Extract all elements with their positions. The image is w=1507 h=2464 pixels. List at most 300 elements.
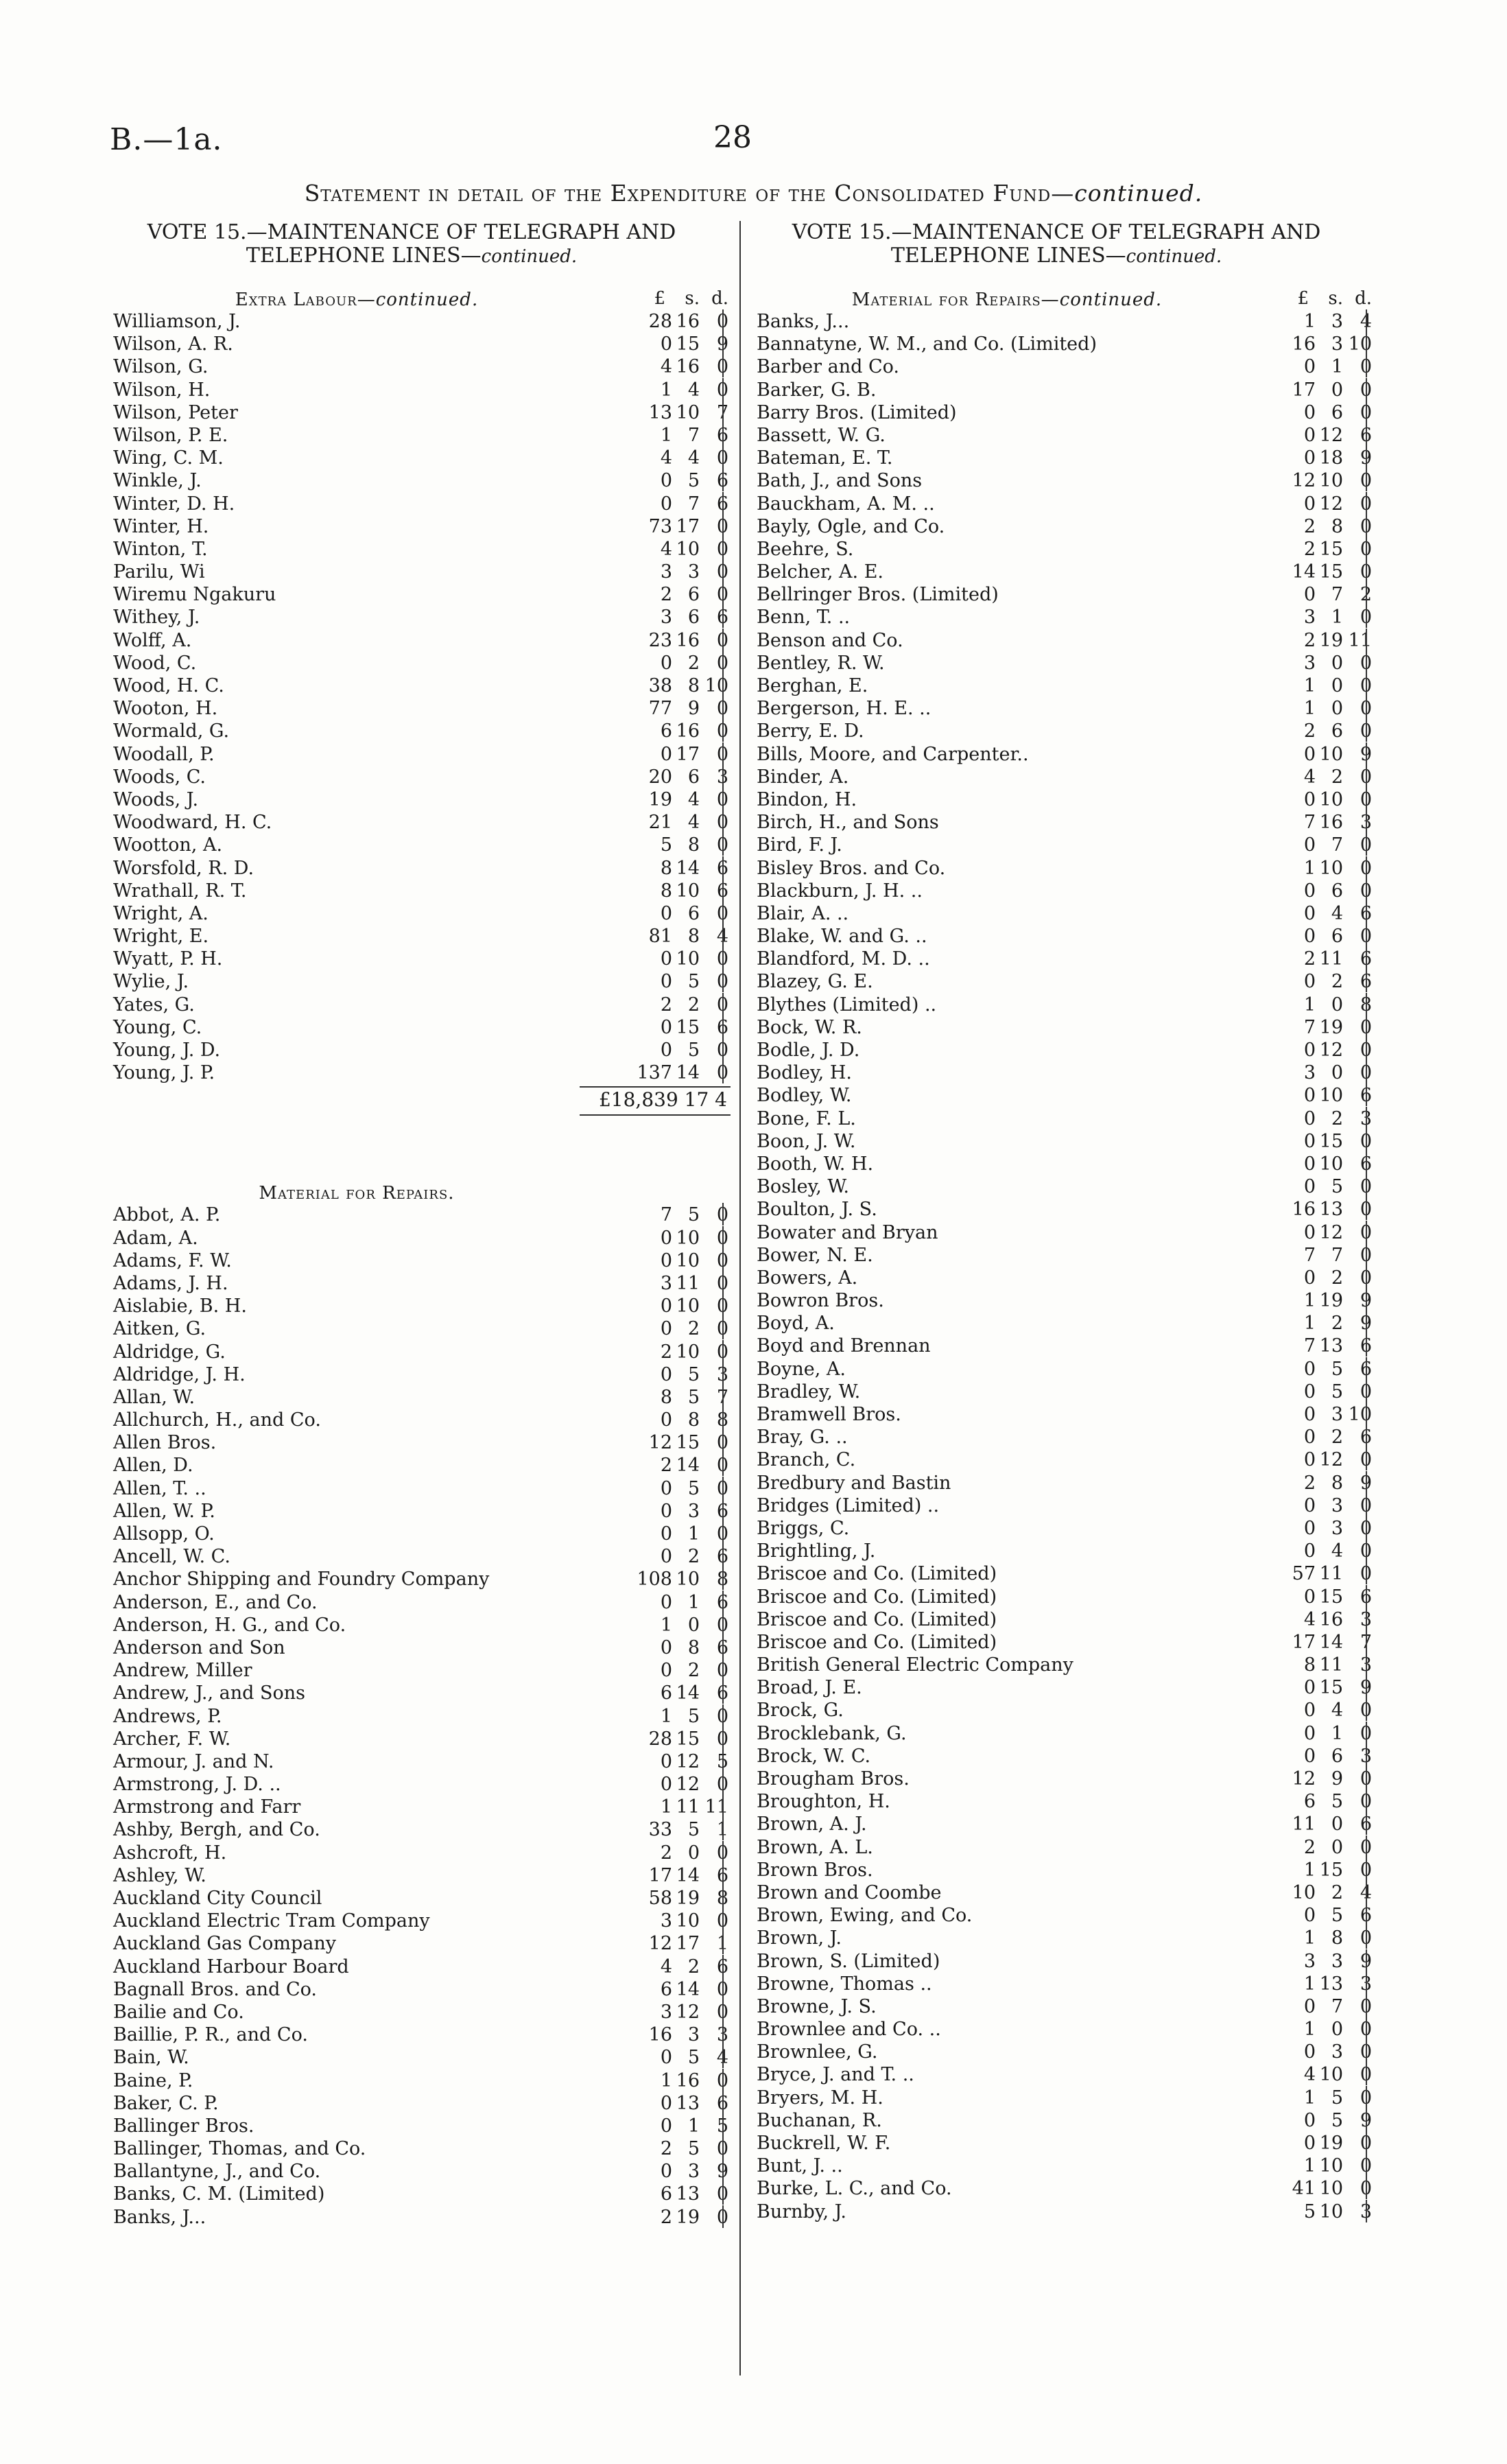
amount-rule (1366, 1221, 1367, 1243)
amount-pounds: 0 (1303, 902, 1316, 924)
amount-rule (1366, 1516, 1367, 1539)
amount-pence: 0 (1360, 1859, 1372, 1881)
pence-header: d. (1355, 288, 1372, 309)
amount-pence: 0 (1360, 1995, 1372, 2017)
table-row (110, 1933, 731, 1956)
amount-pence: 0 (1360, 2087, 1372, 2109)
amount-shillings: 0 (1331, 698, 1343, 720)
amount-shillings: 13 (1319, 1973, 1343, 1995)
amount-shillings: 6 (1331, 1745, 1343, 1767)
payee-name: Bridges (Limited) .. (757, 1494, 940, 1516)
table-row (753, 470, 1374, 493)
amount-pence: 0 (716, 1705, 728, 1727)
amount-pounds: 0 (660, 470, 672, 492)
table-row (110, 584, 731, 607)
amount-shillings: 10 (676, 1227, 700, 1249)
payee-name: Woods, C. (113, 766, 206, 788)
amount-rule (1366, 378, 1367, 401)
payee-name: Wright, E. (113, 926, 209, 948)
payee-name: Bannatyne, W. M., and Co. (Limited) (757, 333, 1097, 355)
amount-rule (722, 2182, 724, 2205)
amount-pence: 0 (1360, 766, 1372, 788)
amount-pounds: 2 (1303, 515, 1316, 537)
amount-pence: 0 (1360, 1199, 1372, 1221)
amount-rule (1366, 1698, 1367, 1721)
amount-pounds: 0 (1303, 788, 1316, 810)
amount-shillings: 2 (687, 1546, 700, 1568)
table-row (753, 1199, 1374, 1221)
table-row (753, 1290, 1374, 1313)
amount-pounds: 0 (660, 902, 672, 924)
amount-pence: 0 (1360, 652, 1372, 674)
amount-pence: 6 (1360, 424, 1372, 446)
amount-rule (722, 492, 724, 515)
amount-shillings: 2 (1331, 1107, 1343, 1129)
amount-pence: 0 (1360, 1221, 1372, 1243)
amount-shillings: 10 (676, 1249, 700, 1271)
amount-pounds: 4 (1303, 1608, 1316, 1630)
amount-rule (1366, 1175, 1367, 1197)
amount-shillings: 10 (1319, 1085, 1343, 1107)
amount-rule (722, 1909, 724, 1932)
amount-rule (1366, 1243, 1367, 1266)
amount-rule (1366, 401, 1367, 423)
table-row (110, 720, 731, 743)
table-row (753, 1905, 1374, 1927)
table-row (753, 1518, 1374, 1540)
amount-shillings: 13 (1319, 1199, 1343, 1221)
table-row (110, 1660, 731, 1682)
amount-rule (722, 1636, 724, 1658)
table-row (110, 1682, 731, 1705)
amount-pence: 6 (1360, 1814, 1372, 1835)
amount-pounds: 81 (648, 926, 672, 948)
table-row (753, 994, 1374, 1017)
amount-shillings: 12 (676, 1774, 700, 1796)
amount-shillings: 15 (1319, 1677, 1343, 1699)
amount-pence: 0 (716, 788, 728, 810)
payee-name: Anderson and Son (113, 1636, 285, 1658)
amount-rule (722, 2159, 724, 2182)
payee-name: Boon, J. W. (757, 1130, 856, 1152)
amount-pounds: 2 (660, 2206, 672, 2228)
amount-rule (1366, 1197, 1367, 1220)
payee-name: Wiremu Ngakuru (113, 584, 276, 606)
payee-name: Briscoe and Co. (Limited) (757, 1631, 997, 1653)
amount-rule (1366, 537, 1367, 560)
table-row (753, 1768, 1374, 1791)
payee-name: Bailie and Co. (113, 2001, 244, 2023)
amount-pence: 9 (1360, 1290, 1372, 1312)
table-row (110, 1432, 731, 1455)
amount-shillings: 15 (1319, 538, 1343, 560)
amount-rule (1366, 970, 1367, 992)
amount-pounds: 137 (637, 1062, 672, 1084)
amount-rule (1366, 1311, 1367, 1334)
amount-rule (1366, 1061, 1367, 1083)
table-row (753, 1814, 1374, 1836)
amount-pence: 0 (1360, 880, 1372, 902)
amount-shillings: 14 (676, 1455, 700, 1477)
payee-name: Birch, H., and Sons (757, 812, 939, 834)
table-row (753, 1381, 1374, 1404)
amount-pounds: 41 (1292, 2178, 1316, 2200)
table-row (753, 356, 1374, 379)
payee-name: Boyd and Brennan (757, 1335, 931, 1357)
amount-shillings: 2 (687, 652, 700, 674)
amount-shillings: 5 (687, 1477, 700, 1499)
amount-rule (722, 1477, 724, 1499)
amount-rule (722, 765, 724, 788)
amount-rule (1366, 696, 1367, 719)
table-row (110, 1592, 731, 1615)
amount-pence: 0 (716, 584, 728, 606)
amount-rule (722, 947, 724, 970)
table-row (753, 880, 1374, 903)
amount-shillings: 1 (1331, 607, 1343, 629)
table-row (753, 607, 1374, 629)
table-row (110, 1956, 731, 1979)
amount-rule (1366, 1653, 1367, 1676)
payee-name: Aislabie, B. H. (113, 1295, 247, 1317)
table-row (110, 766, 731, 789)
amount-shillings: 1 (1331, 1722, 1343, 1744)
amount-shillings: 6 (687, 902, 700, 924)
amount-pounds: 1 (1303, 1859, 1316, 1881)
payee-name: Worsfold, R. D. (113, 857, 254, 879)
table-row (753, 812, 1374, 834)
amount-shillings: 5 (1331, 1381, 1343, 1403)
payee-name: Baker, C. P. (113, 2092, 219, 2114)
amount-pence: 0 (1360, 1700, 1372, 1722)
amount-shillings: 0 (1331, 1814, 1343, 1835)
amount-pounds: 1 (660, 424, 672, 446)
amount-shillings: 5 (1331, 1791, 1343, 1813)
table-row (753, 1427, 1374, 1449)
amount-pence: 0 (716, 1249, 728, 1271)
amount-rule (722, 810, 724, 833)
table-row (110, 1250, 731, 1273)
amount-pounds: 0 (660, 1016, 672, 1038)
amount-pounds: 2 (1303, 1472, 1316, 1494)
left-column (110, 288, 731, 2229)
amount-shillings: 7 (1331, 584, 1343, 606)
amount-pence: 0 (716, 1842, 728, 1864)
amount-rule (1366, 583, 1367, 605)
amount-pounds: 28 (648, 311, 672, 332)
amount-pence: 0 (716, 379, 728, 401)
right-vote-line2: TELEPHONE LINES—continued. (890, 244, 1222, 268)
amount-pounds: 0 (1303, 1700, 1316, 1722)
amount-pounds: 7 (660, 1204, 672, 1226)
amount-shillings: 4 (687, 788, 700, 810)
payee-name: Aldridge, J. H. (113, 1363, 246, 1385)
pence-header: d. (711, 288, 728, 309)
amount-pounds: 0 (1303, 834, 1316, 856)
amount-rule (722, 605, 724, 628)
amount-shillings: 12 (1319, 1040, 1343, 1061)
table-row (110, 1318, 731, 1341)
material-right-heading: Material for Repairs—continued. (851, 290, 1163, 310)
payee-name: Briscoe and Co. (Limited) (757, 1563, 997, 1585)
amount-pence: 0 (716, 1455, 728, 1477)
table-row (753, 1359, 1374, 1381)
amount-shillings: 5 (687, 1363, 700, 1385)
amount-rule (1366, 2063, 1367, 2085)
table-row (110, 698, 731, 720)
amount-rule (722, 742, 724, 765)
payee-name: Ashley, W. (113, 1864, 206, 1886)
table-row (110, 744, 731, 766)
payee-name: Anderson, H. G., and Co. (113, 1614, 346, 1636)
amount-pounds: 0 (1303, 1267, 1316, 1289)
table-row (110, 1888, 731, 1910)
amount-rule (722, 2091, 724, 2114)
amount-rule (722, 1431, 724, 1453)
payee-name: Bryce, J. and T. .. (757, 2064, 914, 2086)
amount-rule (1366, 2131, 1367, 2154)
table-row (753, 516, 1374, 539)
amount-pence: 3 (1360, 1973, 1372, 1995)
payee-name: Young, J. D. (113, 1040, 221, 1061)
amount-rule (1366, 2017, 1367, 2040)
amount-pounds: 17 (1292, 379, 1316, 401)
amount-shillings: 0 (1331, 379, 1343, 401)
amount-rule (722, 993, 724, 1016)
amount-pounds: 1 (1303, 857, 1316, 879)
payee-name: Bills, Moore, and Carpenter.. (757, 743, 1029, 765)
page-number: 28 (713, 120, 752, 155)
payee-name: Woodall, P. (113, 743, 215, 765)
payee-name: Booth, W. H. (757, 1153, 874, 1175)
table-row (110, 1341, 731, 1364)
payee-name: Ashcroft, H. (113, 1842, 227, 1864)
amount-pounds: 1 (660, 2069, 672, 2091)
payee-name: Wyatt, P. H. (113, 948, 223, 970)
payee-name: Bowron Bros. (757, 1290, 884, 1312)
payee-name: Auckland City Council (113, 1888, 322, 1909)
amount-shillings: 14 (676, 1978, 700, 2000)
amount-pence: 6 (716, 857, 728, 879)
amount-shillings: 6 (687, 584, 700, 606)
amount-rule (722, 1408, 724, 1431)
table-row (110, 1017, 731, 1040)
amount-pounds: 0 (1303, 1449, 1316, 1471)
table-row (110, 1842, 731, 1865)
amount-pounds: 4 (660, 356, 672, 378)
table-row (110, 1819, 731, 1842)
payee-name: Auckland Gas Company (113, 1933, 337, 1955)
table-row (753, 2178, 1374, 2201)
amount-shillings: 11 (1319, 1563, 1343, 1585)
amount-rule (722, 1226, 724, 1249)
amount-pence: 0 (1360, 926, 1372, 948)
amount-rule (1366, 515, 1367, 537)
amount-pence: 0 (716, 1341, 728, 1363)
amount-shillings: 2 (687, 994, 700, 1016)
amount-shillings: 0 (1331, 1062, 1343, 1084)
amount-pounds: 2 (1303, 538, 1316, 560)
payee-name: Bowers, A. (757, 1267, 858, 1289)
amount-pounds: 0 (660, 2115, 672, 2137)
amount-shillings: 1 (687, 1591, 700, 1613)
amount-rule (722, 2069, 724, 2091)
amount-pence: 0 (1360, 1381, 1372, 1403)
table-row (110, 1204, 731, 1227)
amount-pounds: 0 (660, 2047, 672, 2069)
table-row (110, 1455, 731, 1477)
table-row (753, 561, 1374, 584)
amount-shillings: 19 (1319, 1016, 1343, 1038)
amount-pence: 6 (1360, 1586, 1372, 1608)
amount-shillings: 6 (1331, 926, 1343, 948)
amount-rule (722, 1271, 724, 1294)
amount-pence: 3 (1360, 1107, 1372, 1129)
table-row (753, 1062, 1374, 1085)
amount-shillings: 15 (1319, 1859, 1343, 1881)
table-row (110, 2207, 731, 2229)
amount-pence: 0 (1360, 788, 1372, 810)
amount-shillings: 5 (687, 1040, 700, 1061)
payee-name: Bodley, W. (757, 1085, 852, 1107)
amount-shillings: 0 (1331, 994, 1343, 1016)
amount-pence: 0 (716, 1062, 728, 1084)
amount-rule (722, 401, 724, 423)
amount-pounds: 1 (1303, 311, 1316, 332)
amount-rule (722, 1545, 724, 1567)
title-main: Statement in detail of the Expenditure of the Consolidated Fund— (304, 180, 1075, 207)
amount-pounds: 0 (660, 1040, 672, 1061)
amount-pence: 0 (716, 1432, 728, 1454)
amount-pounds: 1 (1303, 1313, 1316, 1335)
amount-rule (722, 1750, 724, 1772)
amount-pounds: 6 (660, 1682, 672, 1704)
amount-pence: 7 (1360, 1631, 1372, 1653)
amount-rule (722, 515, 724, 537)
payee-name: Brown, Ewing, and Co. (757, 1905, 973, 1927)
amount-rule (722, 1340, 724, 1363)
amount-pounds: 0 (660, 948, 672, 970)
table-row (110, 561, 731, 584)
amount-pounds: 5 (1303, 2201, 1316, 2222)
payee-name: Withey, J. (113, 607, 200, 629)
payee-name: Barber and Co. (757, 356, 899, 378)
amount-shillings: 7 (687, 493, 700, 515)
payee-name: Blair, A. .. (757, 902, 849, 924)
amount-pence: 0 (1360, 1563, 1372, 1585)
payee-name: Brown and Coombe (757, 1881, 942, 1903)
amount-pounds: 33 (648, 1819, 672, 1841)
amount-pence: 4 (716, 926, 728, 948)
amount-rule (722, 378, 724, 401)
amount-rule (1366, 1995, 1367, 2017)
payee-name: Binder, A. (757, 766, 849, 788)
amount-pounds: 6 (1303, 1791, 1316, 1813)
payee-name: Bisley Bros. and Co. (757, 857, 946, 879)
amount-rule (1366, 879, 1367, 902)
amount-pounds: 3 (1303, 652, 1316, 674)
payee-name: Blandford, M. D. .. (757, 948, 930, 970)
amount-pence: 6 (716, 1864, 728, 1886)
amount-pence: 9 (1360, 2109, 1372, 2131)
amount-rule (722, 856, 724, 879)
amount-pounds: 0 (660, 1477, 672, 1499)
payee-name: Wing, C. M. (113, 447, 224, 469)
payee-name: Aldridge, G. (113, 1341, 226, 1363)
amount-pence: 0 (1360, 2064, 1372, 2086)
pounds-header: £ (654, 288, 665, 309)
table-row (110, 948, 731, 971)
amount-pence: 0 (716, 356, 728, 378)
amount-pence: 6 (716, 1016, 728, 1038)
pounds-header: £ (1297, 288, 1309, 309)
table-row (753, 1837, 1374, 1859)
payee-name: Bentley, R. W. (757, 652, 885, 674)
amount-pounds: 0 (1303, 743, 1316, 765)
amount-pence: 3 (1360, 1654, 1372, 1676)
payee-name: Blythes (Limited) .. (757, 994, 937, 1016)
amount-rule (1366, 810, 1367, 833)
amount-rule (1366, 788, 1367, 810)
amount-shillings: 5 (687, 971, 700, 993)
amount-rule (1366, 1744, 1367, 1767)
amount-pence: 0 (716, 948, 728, 970)
table-row (110, 630, 731, 653)
amount-shillings: 6 (687, 766, 700, 788)
amount-pounds: 0 (1303, 1745, 1316, 1767)
amount-pounds: 3 (660, 607, 672, 629)
amount-pence: 0 (716, 1204, 728, 1226)
amount-pounds: 3 (660, 2001, 672, 2023)
amount-rule (722, 629, 724, 651)
payee-name: Brock, W. C. (757, 1745, 871, 1767)
amount-rule (1366, 2200, 1367, 2222)
amount-rule (722, 583, 724, 605)
amount-shillings: 6 (1331, 720, 1343, 742)
amount-pence: 6 (716, 1500, 728, 1522)
amount-rule (1366, 1722, 1367, 1744)
amount-rule (722, 1203, 724, 1225)
amount-pounds: 0 (660, 1409, 672, 1431)
amount-shillings: 7 (1331, 834, 1343, 856)
payee-name: Winkle, J. (113, 470, 202, 492)
amount-shillings: 2 (1331, 766, 1343, 788)
table-row (110, 425, 731, 447)
amount-rule (1366, 924, 1367, 947)
amount-rule (722, 879, 724, 902)
amount-pounds: 0 (1303, 1153, 1316, 1175)
payee-name: Allchurch, H., and Co. (113, 1409, 321, 1431)
table-row (753, 1017, 1374, 1040)
amount-rule (722, 1727, 724, 1750)
amount-rule (1366, 1926, 1367, 1949)
shillings-header: s. (685, 288, 700, 309)
amount-rule (722, 1886, 724, 1909)
payee-name: Winter, D. H. (113, 493, 235, 515)
amount-pence: 0 (1360, 1927, 1372, 1949)
payee-name: Armour, J. and N. (113, 1750, 274, 1772)
amount-pounds: 2 (1303, 1836, 1316, 1858)
amount-pence: 0 (716, 1295, 728, 1317)
amount-shillings: 4 (687, 447, 700, 469)
amount-shillings: 0 (1331, 652, 1343, 674)
amount-pence: 0 (1360, 1449, 1372, 1471)
amount-pounds: 21 (648, 812, 672, 834)
amount-rule (722, 1772, 724, 1795)
amount-pence: 0 (716, 515, 728, 537)
payee-name: Bower, N. E. (757, 1244, 873, 1266)
payee-name: Bayly, Ogle, and Co. (757, 515, 945, 537)
